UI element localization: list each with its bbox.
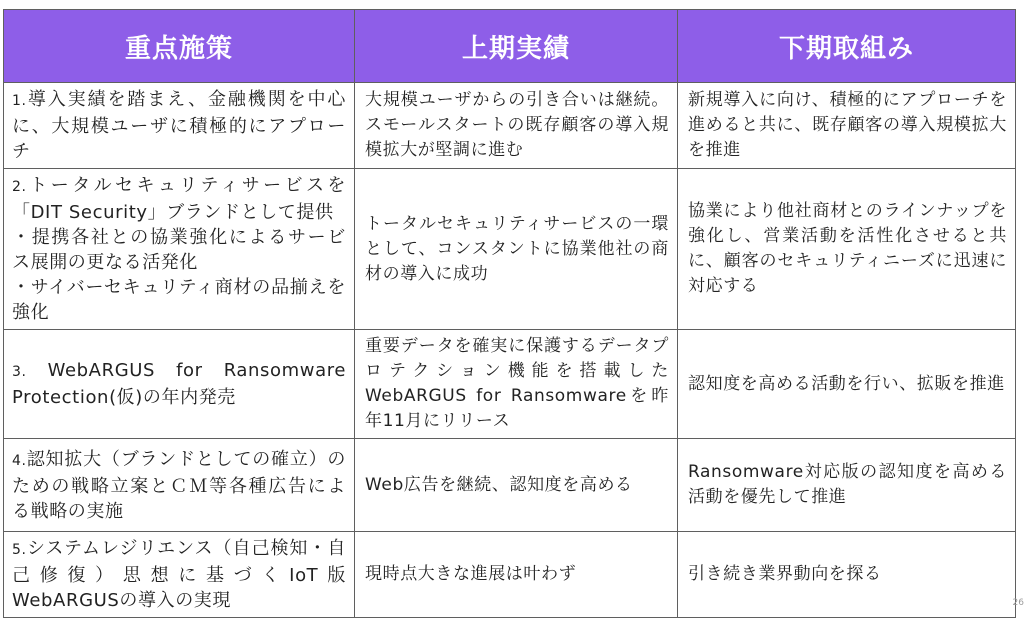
first-half-cell: 現時点大きな進展は叶わず xyxy=(355,532,678,618)
header-first-half-results: 上期実績 xyxy=(355,10,678,83)
strategy-table xyxy=(3,9,1016,618)
table-row xyxy=(4,439,1016,532)
first-half-cell: 重要データを確実に保護するデータプロテクション機能を搭載したWebARGUS for Ransomwareを昨年11月にリリース xyxy=(355,330,678,439)
second-half-cell: 新規導入に向け、積極的にアプローチを進めると共に、既存顧客の導入規模拡大を推進 xyxy=(678,83,1016,169)
measure-text: 導入実績を踏まえ、金融機関を中心に、大規模ユーザに積極的にアプローチ xyxy=(12,89,346,162)
second-half-cell: 協業により他社商材とのラインナップを強化し、営業活動を活性化させると共に、顧客のセキュリティニーズに迅速に対応する xyxy=(678,169,1016,330)
row-number: 4. xyxy=(12,452,27,469)
first-half-cell: トータルセキュリティサービスの一環として、コンスタントに協業他社の商材の導入に成功 xyxy=(355,169,678,330)
measure-cell xyxy=(4,83,355,169)
row-number: 2. xyxy=(12,179,27,195)
row-number: 3. xyxy=(12,364,27,380)
row-number: 5. xyxy=(12,542,27,558)
measure-text: トータルセキュリティサービスを「DIT Security」ブランドとして提供 xyxy=(12,175,346,223)
measure-cell xyxy=(4,532,355,618)
second-half-cell: 認知度を高める活動を行い、拡販を推進 xyxy=(678,330,1016,439)
measure-text: WebARGUS for Ransomware Protection(仮)の年内発売 xyxy=(12,360,346,408)
second-half-cell: Ransomware対応版の認知度を高める活動を優先して推進 xyxy=(678,439,1016,532)
first-half-cell: Web広告を継続、認知度を高める xyxy=(355,439,678,532)
header-second-half-initiatives: 下期取組み xyxy=(678,10,1016,83)
measure-text: 認知拡大（ブランドとしての確立）のための戦略立案とＣＭ等各種広告による戦略の実施 xyxy=(12,448,346,522)
measure-bullet: ・提携各社との協業強化によるサービス展開の更なる活発化 xyxy=(12,227,346,273)
table-row xyxy=(4,330,1016,439)
first-half-cell: 大規模ユーザからの引き合いは継続。スモールスタートの既存顧客の導入規模拡大が堅調に進む xyxy=(355,83,678,169)
measure-bullet: ・サイバーセキュリティ商材の品揃えを強化 xyxy=(12,277,346,323)
measure-text: システムレジリエンス（自己検知・自己修復）思想に基づくIoT版WebARGUSの導入の実現 xyxy=(12,538,346,611)
second-half-cell: 引き続き業界動向を探る xyxy=(678,532,1016,618)
measure-cell xyxy=(4,330,355,439)
measure-cell xyxy=(4,439,355,532)
table-row xyxy=(4,83,1016,169)
measure-cell xyxy=(4,169,355,330)
header-focus-measures: 重点施策 xyxy=(4,10,355,83)
header-row xyxy=(4,10,1016,83)
measure-line xyxy=(12,173,346,225)
row-number: 1. xyxy=(12,93,27,109)
table-row xyxy=(4,169,1016,330)
table-row xyxy=(4,532,1016,618)
page-number: 26 xyxy=(1012,598,1024,608)
